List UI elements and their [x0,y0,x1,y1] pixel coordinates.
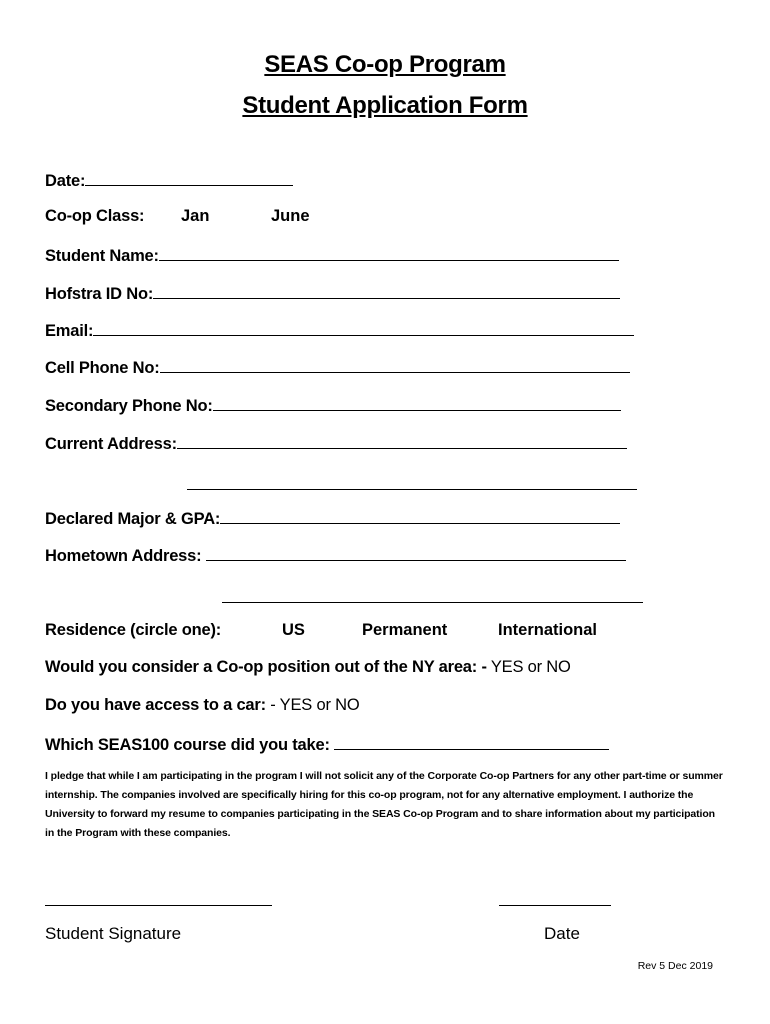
seas100-row [45,734,609,755]
hometown-address-row [45,545,626,566]
car-row [45,696,360,715]
seas100-question: Which SEAS100 course did you take: [45,736,330,754]
hometown-address-blank[interactable] [206,545,626,561]
coop-class-option-june[interactable]: June [271,207,310,225]
cell-phone-label: Cell Phone No: [45,359,160,377]
student-name-blank[interactable] [159,245,619,261]
date-blank[interactable] [85,170,293,186]
coop-class-option-jan[interactable]: Jan [181,207,210,225]
signature-date-line[interactable] [499,905,611,906]
residence-option-permanent[interactable]: Permanent [362,621,448,639]
current-address-second-blank[interactable] [187,489,637,490]
student-signature-label: Student Signature [45,924,182,943]
cell-phone-blank[interactable] [160,357,630,373]
current-address-blank[interactable] [177,433,627,449]
date-label: Date: [45,172,86,190]
secondary-phone-blank[interactable] [213,395,621,411]
residence-option-international[interactable]: International [498,621,598,639]
hometown-address-label: Hometown Address: [45,547,202,565]
declared-major-row [45,508,620,529]
pledge-paragraph: I pledge that while I am participating in the program I will not solicit any of the Corporate Co-op Partners for any other part-time or summer internship. The companies involved are specifically hiring for this co-op program, not for any alternative employment. I authorize the University to forward my resume to companies participating in the SEAS Co-op Program and to share information about my participation in the Program with these companies. [45,770,723,839]
hofstra-id-label: Hofstra ID No: [45,285,154,303]
current-address-row [45,433,627,454]
hofstra-id-blank[interactable] [153,283,620,299]
residence-option-us[interactable]: US [282,621,305,639]
ny-area-answer[interactable]: YES or NO [486,658,571,676]
revision-note: Rev 5 Dec 2019 [637,960,713,972]
hofstra-id-row [45,283,620,304]
residence-label: Residence (circle one): [45,621,222,639]
declared-major-blank[interactable] [220,508,620,524]
secondary-phone-label: Secondary Phone No: [45,397,213,415]
secondary-phone-row [45,395,621,416]
car-answer[interactable]: - YES or NO [265,696,360,714]
student-name-label: Student Name: [45,247,159,265]
form-title: SEAS Co-op Program [264,51,506,78]
student-signature-line[interactable] [45,905,272,906]
car-question: Do you have access to a car: [45,696,266,714]
cell-phone-row [45,357,630,378]
email-row [45,320,634,341]
form-subtitle: Student Application Form [242,92,528,119]
student-name-row [45,245,619,266]
email-label: Email: [45,322,94,340]
declared-major-label: Declared Major & GPA: [45,510,221,528]
signature-date-label: Date [544,924,580,943]
email-blank[interactable] [93,320,634,336]
hometown-address-second-blank[interactable] [222,602,643,603]
current-address-label: Current Address: [45,435,177,453]
seas100-blank[interactable] [334,734,609,750]
ny-area-row [45,658,571,677]
coop-class-label: Co-op Class: [45,207,145,225]
ny-area-question: Would you consider a Co-op position out of the NY area: - [45,658,487,676]
date-row [45,170,293,191]
